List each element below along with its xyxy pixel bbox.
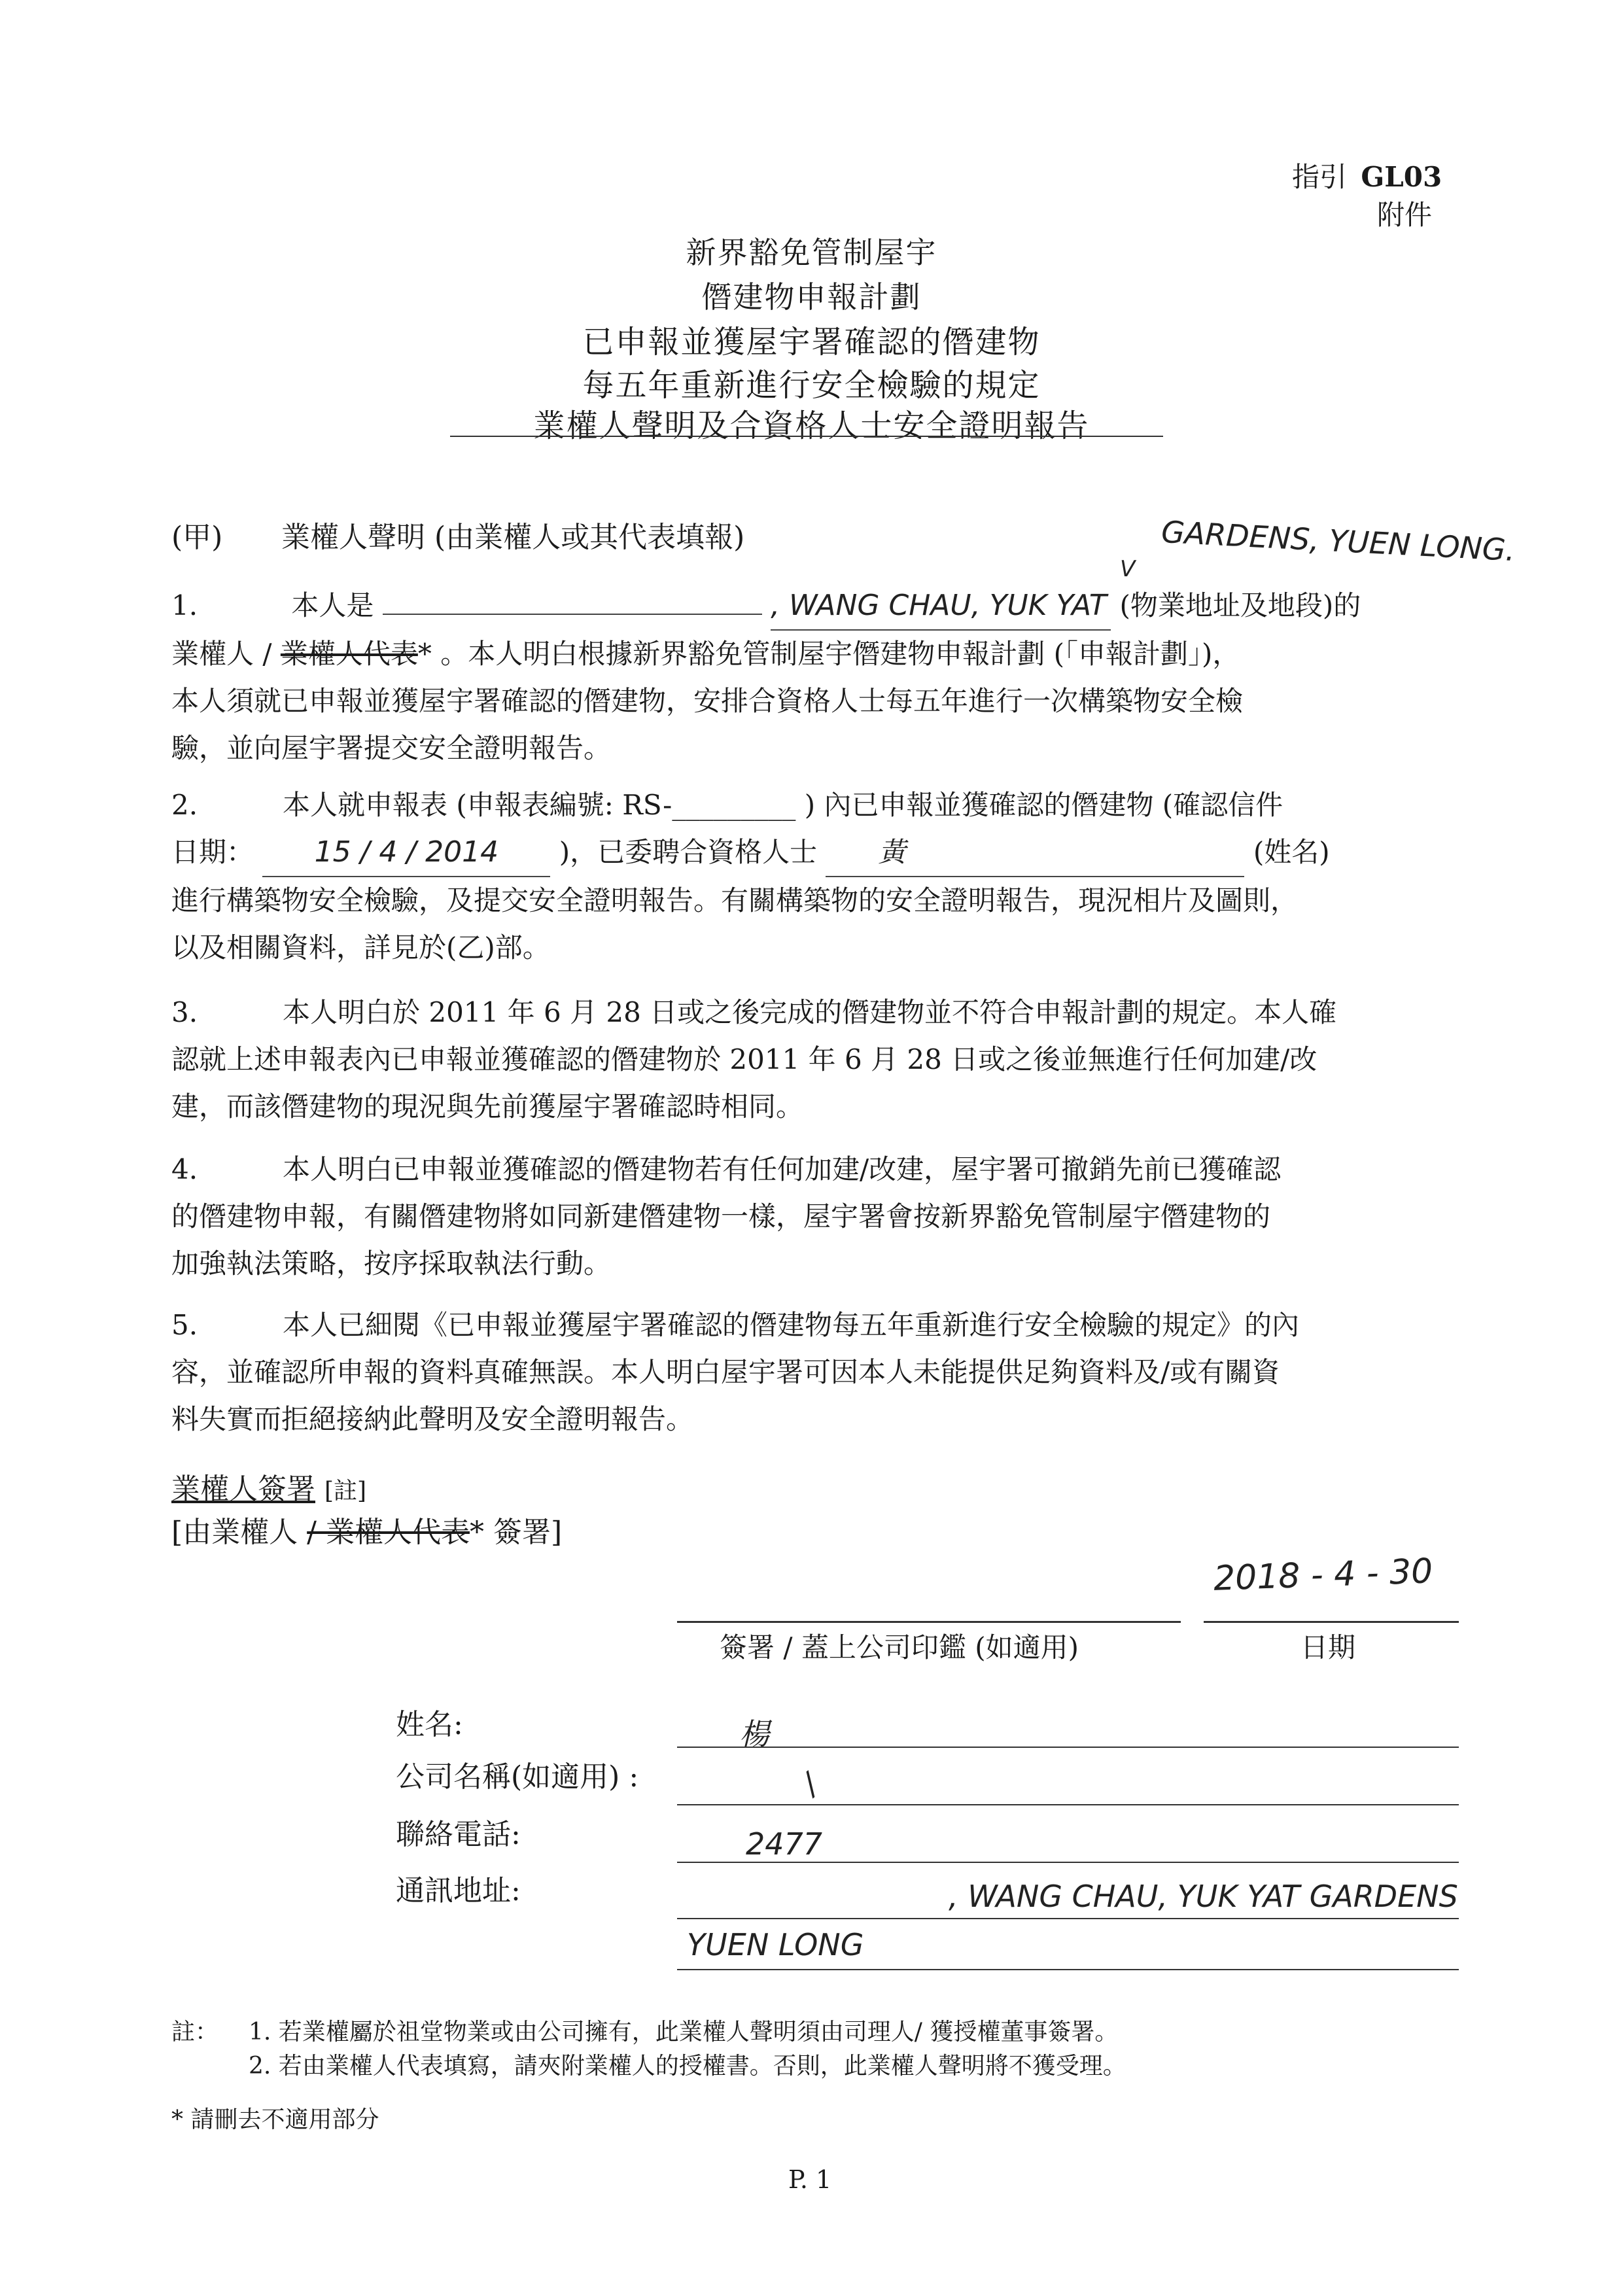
- field-address-line-2: [677, 1969, 1459, 1970]
- field-name-label: 姓名:: [396, 1708, 463, 1741]
- guideline-ref: [1292, 156, 1442, 195]
- guideline-code: GL03: [1361, 161, 1442, 193]
- field-company-label: 公司名稱(如適用) :: [396, 1760, 639, 1794]
- p4-line3: 加強執法策略，按序採取執法行動。: [171, 1247, 612, 1279]
- title-line-5: 業權人聲明及合資格人士安全證明報告: [533, 408, 1090, 444]
- field-name-value: 楊: [739, 1716, 769, 1752]
- p5-line2: 容，並確認所申報的資料真確無誤。本人明白屋宇署可因本人未能提供足夠資料及/或有關資: [171, 1356, 1280, 1388]
- paragraph-5: [171, 1302, 1454, 1443]
- p1-blank: [383, 591, 762, 615]
- paragraph-4: [171, 1146, 1454, 1287]
- field-phone-line: [677, 1862, 1459, 1863]
- handwritten-caret: V: [1120, 556, 1136, 582]
- p3-line1: 本人明白於 2011 年 6 月 28 日或之後完成的僭建物並不符合申報計劃的規定。本人確: [283, 996, 1337, 1028]
- p2-name-label: (姓名): [1253, 836, 1330, 868]
- p4-number: 4.: [171, 1153, 198, 1185]
- paragraph-3: [171, 989, 1454, 1130]
- section-a-title: 業權人聲明 (由業權人或其代表填報): [281, 521, 745, 554]
- signature-line: [677, 1621, 1181, 1623]
- p2-line4: 以及相關資料，詳見於(乙)部。: [171, 931, 550, 964]
- p1-number: 1.: [171, 589, 198, 621]
- title-line-1: 新界豁免管制屋宇: [686, 235, 937, 270]
- signature-heading: [171, 1465, 366, 1507]
- paragraph-1: [171, 582, 1454, 772]
- field-phone-label: 聯絡電話:: [396, 1818, 521, 1851]
- section-a-label: (甲): [171, 521, 223, 554]
- field-address-line-1: [677, 1918, 1459, 1919]
- delete-note: * 請刪去不適用部分: [171, 2106, 379, 2133]
- field-company-value: /: [794, 1767, 826, 1801]
- signature-heading-note: [註]: [324, 1478, 367, 1505]
- p2-date-handwritten: 15 / 4 / 2014: [262, 829, 550, 877]
- signature-sub-struck: / 業權人代表: [307, 1516, 470, 1549]
- page-number: P. 1: [788, 2165, 832, 2194]
- p2-date-label: 日期：: [171, 836, 254, 868]
- field-company-line: [677, 1804, 1459, 1805]
- p2-engaged: )，已委聘合資格人士: [559, 836, 818, 868]
- notes-label: 註：: [171, 2019, 219, 2045]
- p4-line1: 本人明白已申報並獲確認的僭建物若有任何加建/改建，屋宇署可撤銷先前已獲確認: [283, 1153, 1282, 1185]
- p3-line2: 認就上述申報表內已申報並獲確認的僭建物於 2011 年 6 月 28 日或之後並無進行任何加建/改: [171, 1043, 1318, 1075]
- p5-line3: 料失實而拒絕接納此聲明及安全證明報告。: [171, 1403, 694, 1435]
- p1-line2: * 。本人明白根據新界豁免管制屋宇僭建物申報計劃 (「申報計劃」)，: [417, 638, 1240, 670]
- guideline-prefix: 指引: [1292, 161, 1348, 193]
- signature-sub-a: [由業權人: [171, 1516, 307, 1549]
- signature-heading-text: 業權人簽署: [171, 1472, 315, 1506]
- field-address-value-2: YUEN LONG: [687, 1927, 864, 1962]
- signature-date-handwritten: 2018 - 4 - 30: [1213, 1552, 1434, 1599]
- title-underline: [450, 436, 1163, 437]
- handwritten-address-top: GARDENS, YUEN LONG.: [1160, 513, 1516, 568]
- note-2: 2. 若由業權人代表填寫，請夾附業權人的授權書。否則，此業權人聲明將不獲受理。: [249, 2053, 1126, 2079]
- p3-number: 3.: [171, 996, 198, 1028]
- p2-person-handwritten: 黃: [826, 829, 1244, 877]
- p3-line3: 建，而該僭建物的現況與先前獲屋宇署確認時相同。: [171, 1090, 804, 1122]
- date-line: [1204, 1621, 1459, 1623]
- field-address-value-1: , WANG CHAU, YUK YAT GARDENS: [949, 1879, 1458, 1914]
- note-1: 1. 若業權屬於祖堂物業或由公司擁有，此業權人聲明須由司理人/ 獲授權董事簽署。: [249, 2019, 1119, 2045]
- signature-sub-c: * 簽署]: [469, 1516, 563, 1549]
- field-phone-value: 2477: [746, 1826, 823, 1862]
- p1-lead: 本人是: [291, 589, 374, 621]
- p1-line4: 驗，並向屋宇署提交安全證明報告。: [171, 732, 612, 764]
- p1-owner-rep-struck: 業權人代表: [280, 638, 418, 670]
- signature-caption: 簽署 / 蓋上公司印鑑 (如適用): [720, 1631, 1079, 1663]
- p1-tail: (物業地址及地段)的: [1119, 589, 1361, 621]
- p2-line1: 本人就申報表 (申報表編號: RS-_________ ) 內已申報並獲確認的僭建物 (確認信件: [283, 789, 1283, 821]
- title-line-2: 僭建物申報計劃: [701, 279, 922, 315]
- field-address-label: 通訊地址:: [396, 1874, 521, 1907]
- p1-address-handwritten: , WANG CHAU, YUK YAT: [771, 582, 1111, 631]
- p1-line3: 本人須就已申報並獲屋宇署確認的僭建物，安排合資格人士每五年進行一次構築物安全檢: [171, 685, 1244, 717]
- p2-number: 2.: [171, 789, 198, 821]
- date-caption: 日期: [1300, 1631, 1356, 1663]
- annex-label: 附件: [1377, 199, 1433, 231]
- paragraph-2: [171, 782, 1454, 971]
- title-line-3: 已申報並獲屋宇署確認的僭建物: [582, 324, 1041, 360]
- signature-subheading: [171, 1508, 562, 1550]
- p1-owner: 業權人 /: [171, 638, 281, 670]
- p4-line2: 的僭建物申報，有關僭建物將如同新建僭建物一樣，屋宇署會按新界豁免管制屋宇僭建物的: [171, 1200, 1271, 1232]
- title-line-4: 每五年重新進行安全檢驗的規定: [582, 367, 1041, 404]
- p5-line1: 本人已細閱《已申報並獲屋宇署確認的僭建物每五年重新進行安全檢驗的規定》的內: [283, 1309, 1300, 1341]
- p2-line3: 進行構築物安全檢驗，及提交安全證明報告。有關構築物的安全證明報告，現況相片及圖則，: [171, 884, 1299, 916]
- field-name-line: [677, 1747, 1459, 1748]
- p5-number: 5.: [171, 1309, 198, 1341]
